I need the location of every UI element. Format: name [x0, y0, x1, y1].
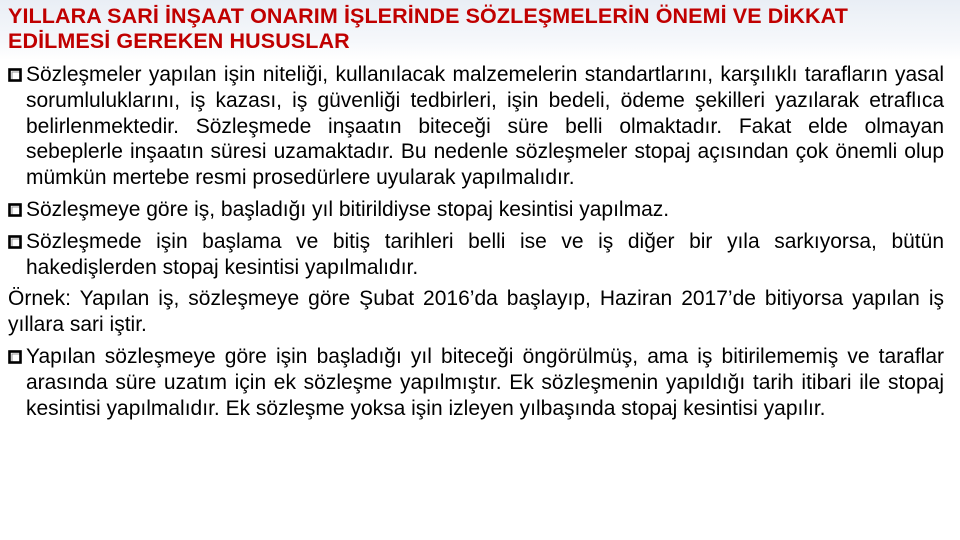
bullet-text-next-year: Sözleşmede işin başlama ve bitiş tarihleri belli ise ve iş diğer bir yıla sarkıyorsa, bütün hakedişlerden stopaj kesintisi yapılmalıdır.: [26, 229, 944, 279]
bullet-text-same-year: Sözleşmeye göre iş, başladığı yıl bitirildiyse stopaj kesintisi yapılmaz.: [26, 197, 670, 221]
example-paragraph: Örnek: Yapılan iş, sözleşmeye göre Şubat 2016’da başlayıp, Haziran 2017’de bitiyorsa yapılan iş yıllara sari iştir.: [8, 287, 944, 337]
bullet-paragraph-next-year: [8, 229, 944, 281]
bullet-paragraph-contracts: [8, 62, 944, 191]
bullet-text-extension: Yapılan sözleşmeye göre işin başladığı yıl biteceği öngörülmüş, ama iş bitirilememiş ve taraflar arasında süre uzatım için ek sözleşme yapılmıştır. Ek sözleşmenin yapıldığı tarih itibari ile stopaj kesintisi yapılmalıdır. Ek sözleşme yoksa işin izleyen yılbaşında stopaj kesintisi yapılır.: [26, 344, 944, 420]
hollow-square-bullet-icon: [8, 203, 22, 217]
slide-title: YILLARA SARİ İNŞAAT ONARIM İŞLERİNDE SÖZLEŞMELERİN ÖNEMİ VE DİKKAT EDİLMESİ GEREKEN HUSUSLAR: [8, 4, 848, 53]
bullet-paragraph-same-year: [8, 197, 944, 223]
bullet-text-contracts: Sözleşmeler yapılan işin niteliği, kullanılacak malzemelerin standartlarını, karşılıklı tarafların yasal sorumluluklarını, iş kazası, iş güvenliği tedbirleri, işin bedeli, ödeme şekilleri yazılarak etraflıca belirlenmektedir. Sözleşmede inşaatın biteceği süre belli olmaktadır. Fakat elde olmayan sebeplerle inşaatın süresi uzamaktadır. Bu nedenle sözleşmeler stopaj açısından çok önemli olup mümkün mertebe resmi prosedürlere uyularak yapılmalıdır.: [26, 63, 944, 190]
hollow-square-bullet-icon: [8, 68, 22, 82]
bullet-paragraph-extension: [8, 344, 944, 421]
slide-content: [8, 62, 944, 427]
hollow-square-bullet-icon: [8, 350, 22, 364]
hollow-square-bullet-icon: [8, 235, 22, 249]
